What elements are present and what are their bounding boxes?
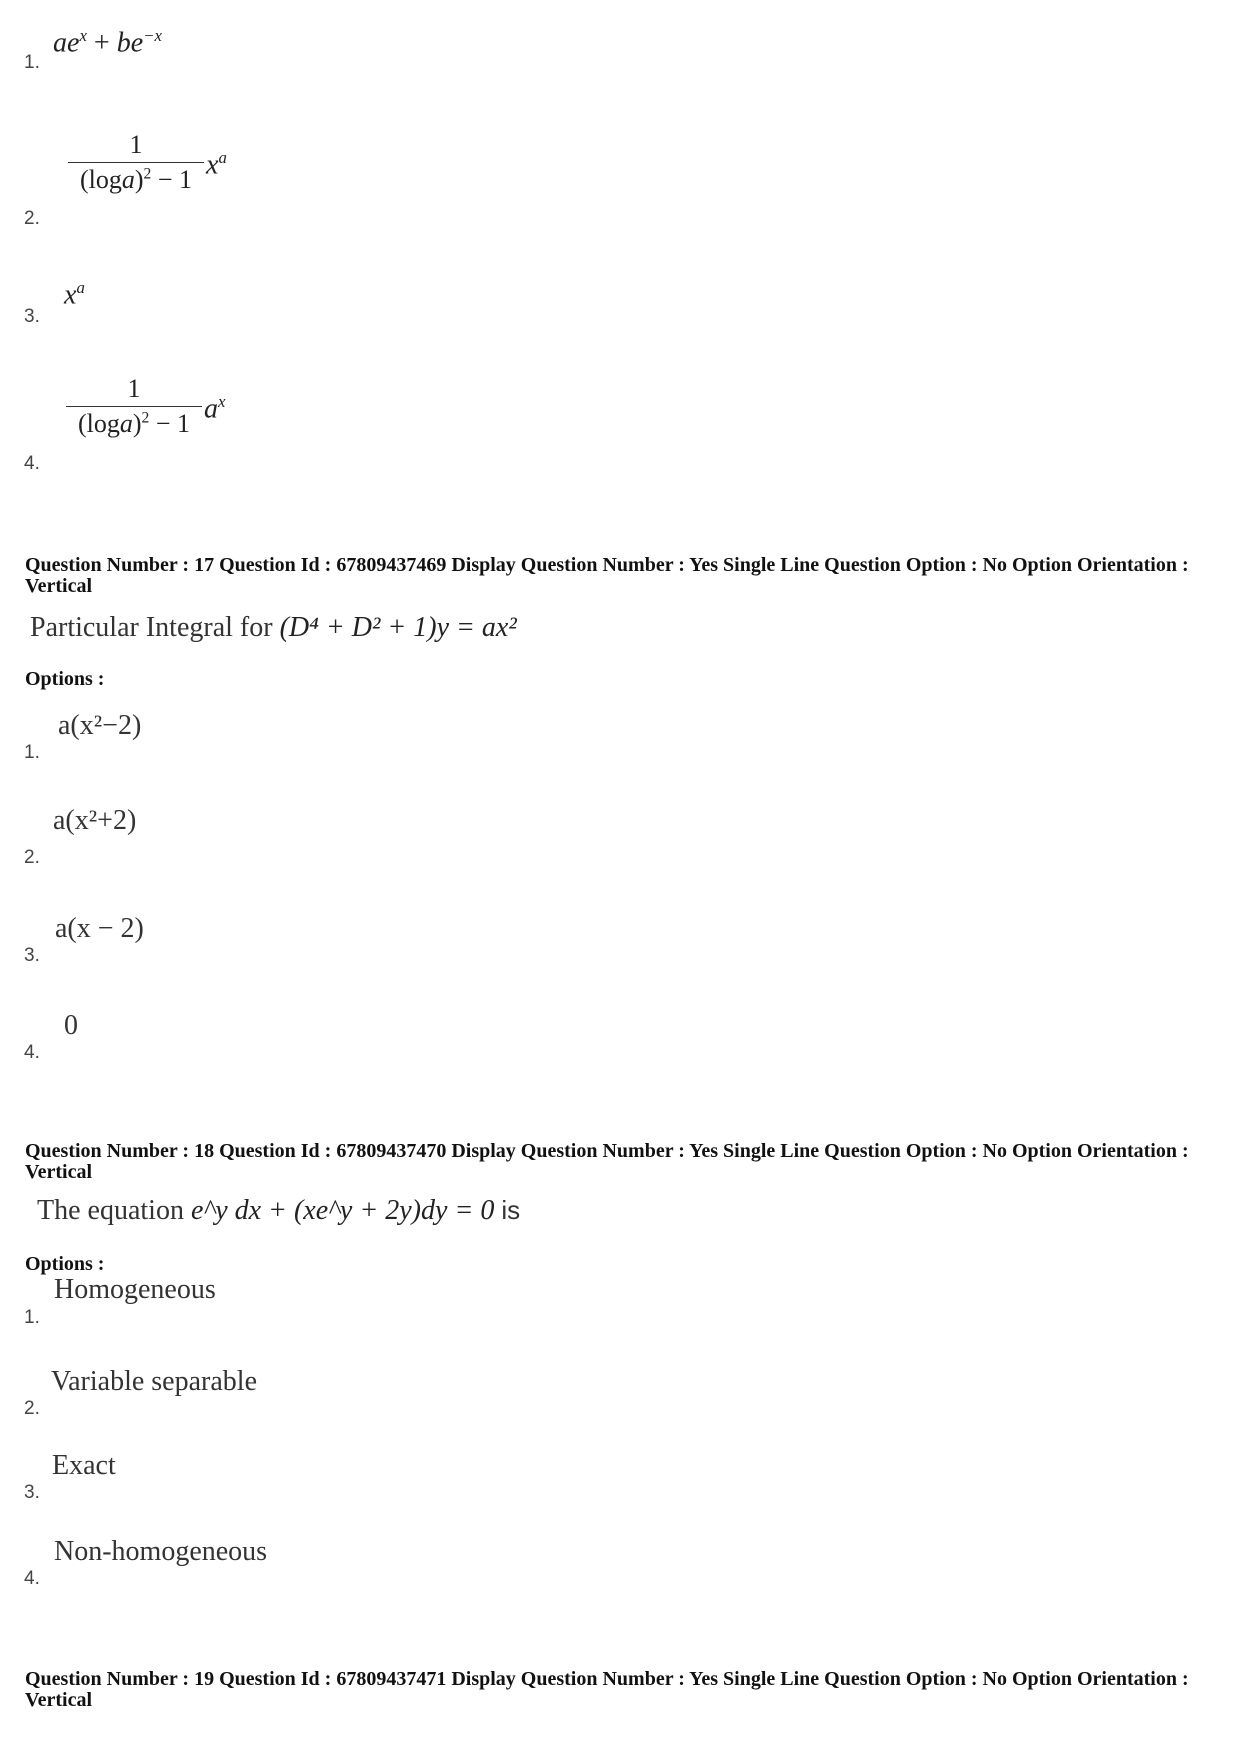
question-text <box>37 1195 520 1227</box>
question-label: The equation <box>37 1195 184 1226</box>
option-number: 2. <box>24 208 40 229</box>
question-text <box>30 612 517 644</box>
math-glyph: $x^a$ <box>206 148 227 181</box>
option-number: 3. <box>24 1482 40 1503</box>
question-expression: (D⁴ + D² + 1)y = ax² <box>279 612 517 643</box>
option-number: 4. <box>24 1568 40 1589</box>
math-glyph: be <box>116 27 144 59</box>
question-header: Question Number : 18 Question Id : 67809437470 Display Question Number : Yes Single Line Question Option : No Option Orientation : Vertical <box>25 1140 1189 1183</box>
option-text[interactable]: Homogeneous <box>54 1274 216 1305</box>
options-label: Options : <box>25 1253 105 1275</box>
question-expression: e^y dx + (xe^y + 2y)dy = 0 <box>190 1195 495 1226</box>
math-glyph: + <box>93 27 110 59</box>
option-number: 4. <box>24 453 40 474</box>
options-label: Options : <box>25 668 105 690</box>
question-suffix: is <box>501 1195 521 1225</box>
option-text[interactable]: 0 <box>64 1010 78 1041</box>
option-number: 3. <box>24 306 40 327</box>
option-number: 2. <box>24 1398 40 1419</box>
option-text[interactable]: Exact <box>52 1450 116 1481</box>
option-number: 4. <box>24 1042 40 1063</box>
option-expression[interactable]: $x^a$ <box>64 278 85 311</box>
math-glyph: x <box>79 26 87 45</box>
option-text[interactable]: a(x²+2) <box>53 805 137 836</box>
option-text[interactable]: a(x − 2) <box>55 913 144 944</box>
question-header: Question Number : 19 Question Id : 67809437471 Display Question Number : Yes Single Line Question Option : No Option Orientation : Vertical <box>25 1668 1189 1711</box>
option-number: 3. <box>24 945 40 966</box>
option-number: 2. <box>24 847 40 868</box>
option-text[interactable]: Variable separable <box>51 1366 257 1397</box>
option-text[interactable]: a(x²−2) <box>58 710 142 741</box>
math-glyph: $a^x$ <box>204 392 226 425</box>
question-label: Particular Integral for <box>30 612 273 643</box>
option-number: 1. <box>24 742 40 763</box>
math-glyph: ae <box>53 27 80 59</box>
option-text[interactable]: Non-homogeneous <box>54 1536 268 1567</box>
fraction: 1 $(\log a)^2 - 1$ <box>68 130 204 195</box>
option-expression[interactable] <box>53 26 162 59</box>
fraction: 1 $(\log a)^2 - 1$ <box>66 374 202 439</box>
math-glyph: −x <box>143 26 162 45</box>
option-number: 1. <box>24 1307 40 1328</box>
option-number: 1. <box>24 52 40 73</box>
question-header: Question Number : 17 Question Id : 67809437469 Display Question Number : Yes Single Line Question Option : No Option Orientation : Vertical <box>25 554 1189 597</box>
